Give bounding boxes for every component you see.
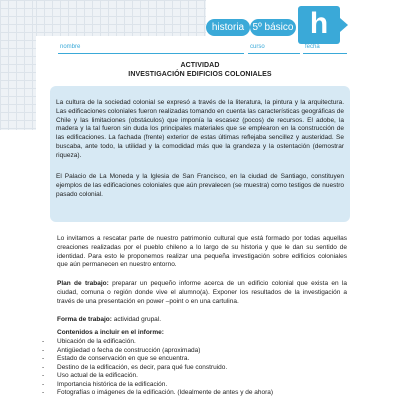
logo-icon	[298, 6, 340, 44]
decorative-grid-top	[36, 0, 206, 36]
list-item: - Destino de la edificación, es decir, para qué fue construido.	[42, 363, 228, 371]
date-field[interactable]	[303, 53, 347, 54]
work-form-paragraph	[57, 316, 347, 325]
invitation-paragraph: Lo invitamos a rescatar parte de nuestro patrimonio cultural que está formado por todas aquellas creaciones realizadas por el pueblo chileno a lo largo de su historia y que le dan su sentido de identidad. Para esto le proponemos realizar una pequeña investigación sobre edificios coloniales que aún permanecen en nuestro entorno.	[57, 235, 347, 269]
plan-label: Plan de trabajo:	[57, 280, 109, 287]
grade-badge: 5º básico	[250, 19, 296, 36]
list-item: - Uso actual de la edificación.	[42, 372, 138, 379]
list-item: - Fotografías o imágenes de la edificación. (Idealmente de antes y de ahora)	[42, 389, 274, 396]
name-label: nombre	[60, 44, 81, 50]
course-field[interactable]	[248, 53, 300, 54]
name-field[interactable]	[58, 53, 244, 54]
contents-list	[42, 338, 362, 398]
topic-title: INVESTIGACIÓN EDIFICIOS COLONIALES	[128, 71, 272, 78]
course-label: curso	[250, 44, 265, 50]
date-label: fecha	[305, 44, 320, 50]
logo-letter: h	[309, 7, 329, 40]
plan-paragraph	[57, 280, 347, 306]
box-paragraph-1: La cultura de la sociedad colonial se expresó a través de la literatura, la pintura y la arquitectura. Las edificaciones coloniales fueron realizadas tomando en cuenta las características geográficas de Chile y las limitaciones (obstáculos) que imponía la escasez (pocos) de recursos. El adobe, la madera y la tal fueron sin duda los principales materiales que se emplearon en la construcción de las edificaciones. La fachada (frente) exterior de estas últimas reflejaba sencillez y austeridad. Se buscaba, ante todo, la utilidad y la comodidad más que la grandeza y la ostentación (demostrar riqueza).	[56, 99, 344, 159]
subject-badge: historia	[206, 19, 250, 36]
contents-title: Contenidos a incluir en el informe:	[57, 329, 164, 336]
list-item: - Estado de conservación en que se encuentra.	[42, 355, 190, 362]
activity-title: ACTIVIDAD	[180, 62, 220, 69]
list-item: - Ubicación de la edificación.	[42, 338, 136, 345]
list-item: - Antigüedad o fecha de construcción (aproximada)	[42, 346, 201, 354]
box-paragraph-2: El Palacio de La Moneda y la Iglesia de San Francisco, en la ciudad de Santiago, constituyen ejemplos de las edificaciones coloniales que aún prevalecen (se muestra) como testigos de nuestro pasado colonial.	[56, 173, 344, 198]
plan-text: preparar un pequeño informe acerca de un edificio colonial que exista en la ciudad, comuna o región donde vive el alumno(a). Exponer los resultados de la investigación a través de una presentación en power –point o en una cartulina.	[57, 280, 347, 305]
work-form-text: actividad grupal.	[111, 316, 162, 323]
work-form-label: Forma de trabajo:	[57, 316, 112, 323]
list-item: - Importancia histórica de la edificación.	[42, 380, 168, 388]
